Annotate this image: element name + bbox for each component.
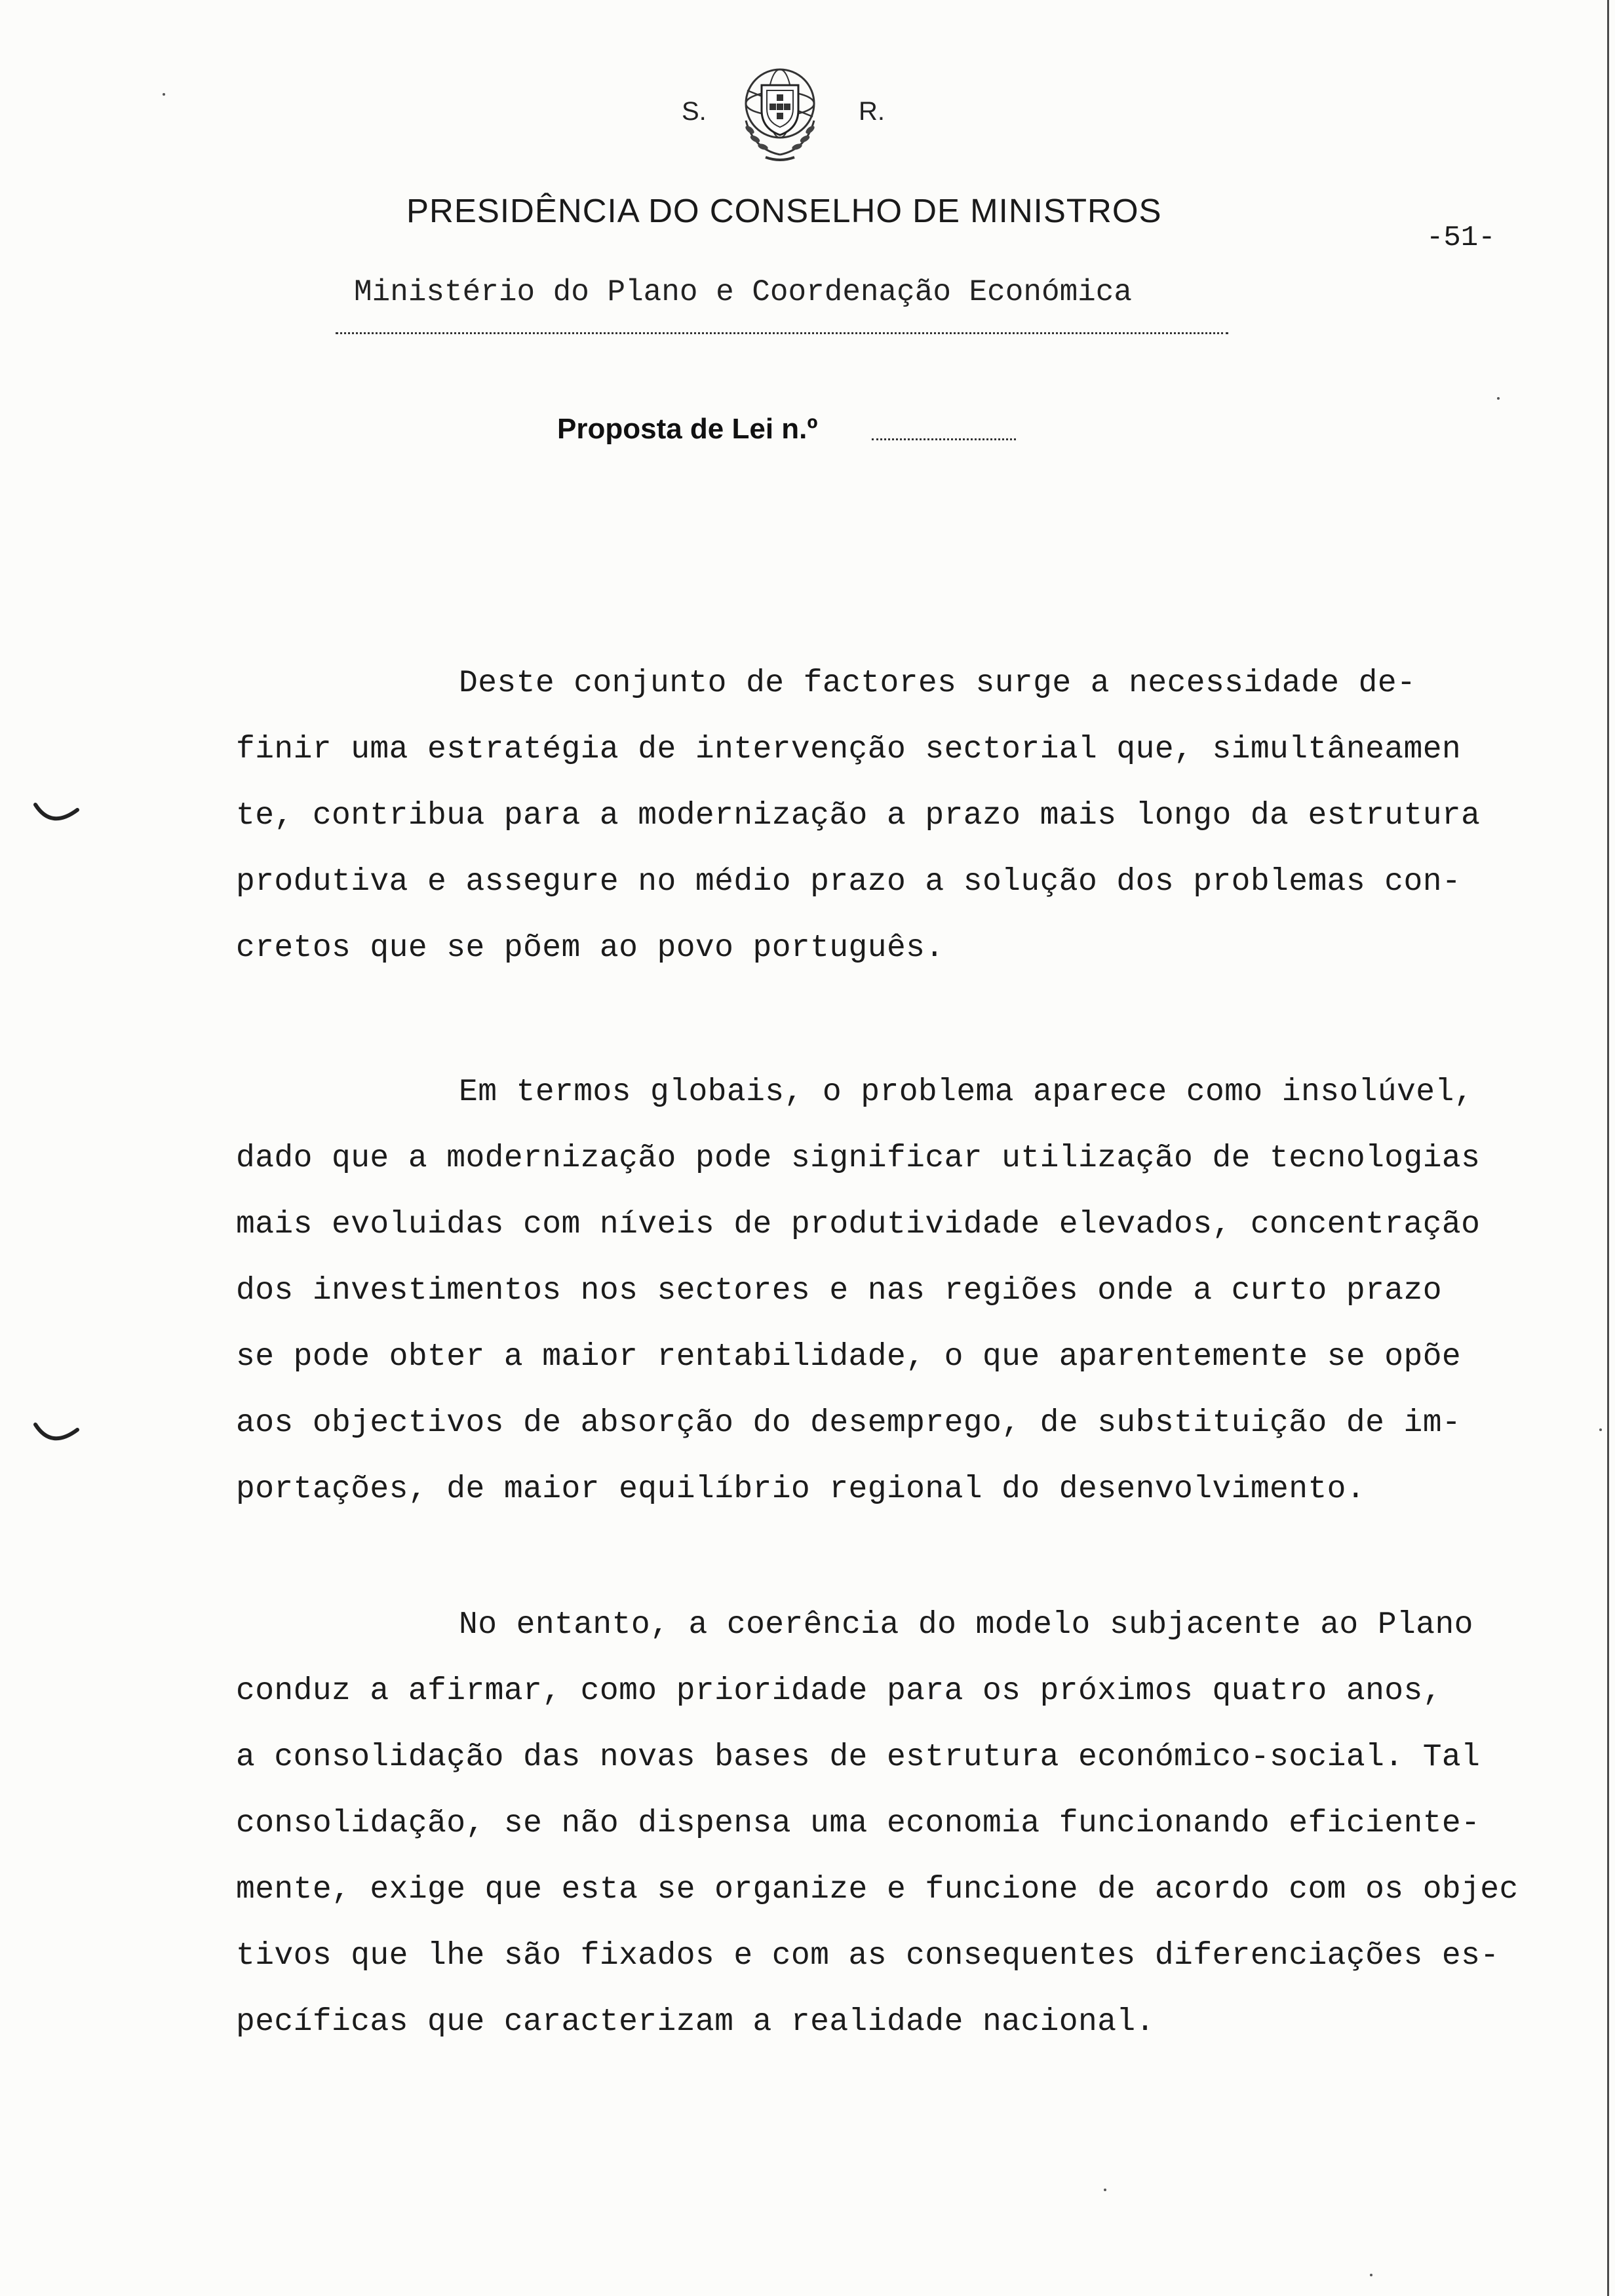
text-line: No entanto, a coerência do modelo subjacente ao Plano: [459, 1607, 1473, 1643]
paragraph-3: [236, 1592, 1553, 2056]
proposal-label: Proposta de Lei n.º: [557, 413, 818, 445]
punch-hole-mark-top: [31, 801, 84, 827]
text-line: produtiva e assegure no médio prazo a solução dos problemas con-: [236, 864, 1462, 900]
paragraph-1: [236, 651, 1553, 982]
scan-edge-line: [1607, 0, 1609, 2296]
text-line: dado que a modernização pode significar utilização de tecnologias: [236, 1141, 1481, 1176]
scan-speck: [1599, 1428, 1602, 1431]
text-line: aos objectivos de absorção do desemprego, de substituição de im-: [236, 1406, 1462, 1441]
ministry-name: Ministério do Plano e Coordenação Económica: [354, 275, 1132, 309]
page-number: -51-: [1426, 221, 1496, 254]
punch-hole-mark-bottom: [31, 1421, 84, 1447]
text-line: dos investimentos nos sectores e nas regiões onde a curto prazo: [236, 1273, 1442, 1309]
coat-of-arms-icon: [728, 60, 832, 165]
text-line: finir uma estratégia de intervenção sectorial que, simultâneamen: [236, 732, 1462, 767]
scan-speck: [1497, 397, 1500, 400]
seal-letter-r: R.: [859, 97, 885, 126]
scan-speck: [1104, 2189, 1106, 2191]
text-line: tivos que lhe são fixados e com as consequentes diferenciações es-: [236, 1938, 1500, 1974]
text-line: conduz a afirmar, como prioridade para os próximos quatro anos,: [236, 1674, 1442, 1709]
presidency-title: PRESIDÊNCIA DO CONSELHO DE MINISTROS: [406, 192, 1162, 229]
text-line: mais evoluidas com níveis de produtividade elevados, concentração: [236, 1207, 1481, 1242]
ministry-dotted-rule: [336, 332, 1228, 334]
text-line: se pode obter a maior rentabilidade, o que aparentemente se opõe: [236, 1339, 1462, 1375]
text-line: consolidação, se não dispensa uma economia funcionando eficiente-: [236, 1806, 1481, 1841]
text-line: portações, de maior equilíbrio regional do desenvolvimento.: [236, 1472, 1366, 1507]
scan-speck: [1370, 2274, 1372, 2276]
seal-letter-s: S.: [682, 97, 707, 126]
text-line: Deste conjunto de factores surge a necessidade de-: [459, 666, 1416, 701]
paragraph-2: [236, 1060, 1553, 1523]
text-line: te, contribua para a modernização a prazo mais longo da estrutura: [236, 798, 1481, 833]
text-line: cretos que se põem ao povo português.: [236, 930, 944, 966]
text-line: pecíficas que caracterizam a realidade nacional.: [236, 2004, 1155, 2040]
text-line: a consolidação das novas bases de estrutura económico-social. Tal: [236, 1740, 1481, 1775]
text-line: mente, exige que esta se organize e funcione de acordo com os objec: [236, 1872, 1519, 1907]
scan-speck: [163, 93, 165, 96]
proposal-number-blank: [872, 438, 1016, 440]
text-line: Em termos globais, o problema aparece como insolúvel,: [459, 1075, 1473, 1110]
